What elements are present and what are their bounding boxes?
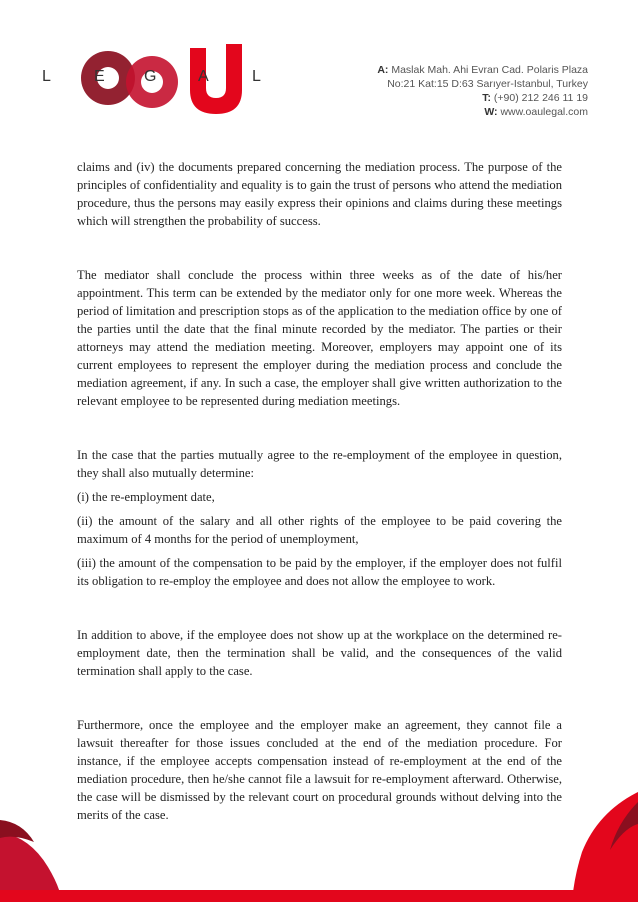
- paragraph-reemployment-intro: In the case that the parties mutually agree to the re-employment of the employee in question, they shall also mutually determine:: [77, 448, 562, 480]
- logo-wordmark: [40, 68, 270, 88]
- list-item-salary: (ii) the amount of the salary and all other rights of the employee to be paid covering the maximum of 4 months for the period of unemployment,: [77, 514, 562, 546]
- phone-line: T: (+90) 212 246 11 19: [482, 92, 588, 104]
- document-body: [77, 158, 562, 824]
- footer-swoosh-right: [548, 792, 638, 902]
- logo-letter: L: [42, 68, 51, 85]
- website-link[interactable]: www.oaulegal.com: [500, 106, 588, 118]
- firm-logo: [40, 36, 270, 116]
- address-line-1: A: Maslak Mah. Ahi Evran Cad. Polaris Plaza: [377, 64, 588, 76]
- paragraph-lawsuit: Furthermore, once the employee and the employer make an agreement, they cannot file a lawsuit thereafter for those issues concluded at the end of the mediation procedure. For instance, if the employee accepts compensation instead of re-employment at the end of the mediation procedure, then he/she cannot file a lawsuit for re-employment afterward. Otherwise, the case will be dismissed by the relevant court on procedural grounds without delving into the merits of the case.: [77, 718, 562, 822]
- paragraph-confidentiality: claims and (iv) the documents prepared concerning the mediation process. The purpose of the principles of confidentiality and equality is to gain the trust of persons who attend the mediation procedure, thus the persons may easily express their opinions and claims during these meetings which will strengthen the probability of success.: [77, 160, 562, 228]
- paragraph-mediator-term: The mediator shall conclude the process within three weeks as of the date of his/her appointment. This term can be extended by the mediator only for one more week. Whereas the period of limitation and prescription stops as of the application to the mediation office by one of the parties until the date that the final minute recorded by the mediator. The parties or their attorneys may attend the mediation meeting. Moreover, employers may appoint one of its current employees to represent the employer during the mediation process and conclude the mediation agreement, if any. In such a case, the employer shall give written authorization to the relevant employee to be represented during mediation meetings.: [77, 268, 562, 408]
- logo-letter: A: [198, 68, 209, 85]
- list-item-date: (i) the re-employment date,: [77, 490, 215, 504]
- contact-block: [377, 63, 588, 119]
- logo-letter: L: [252, 68, 261, 85]
- footer-bar: [0, 890, 638, 902]
- list-item-compensation: (iii) the amount of the compensation to be paid by the employer, if the employer does not fulfil its obligation to re-employ the employee and does not allow the employee to work.: [77, 556, 562, 588]
- footer-swoosh-left: [0, 812, 70, 902]
- address-line-2: No:21 Kat:15 D:63 Sarıyer-Istanbul, Turkey: [387, 78, 588, 90]
- logo-letter: E: [94, 68, 105, 85]
- logo-letter: G: [144, 68, 157, 85]
- website-line: W: www.oaulegal.com: [484, 106, 588, 118]
- paragraph-no-show: In addition to above, if the employee does not show up at the workplace on the determined re-employment date, then the termination shall be valid, and the consequences of the valid termination shall apply to the case.: [77, 628, 562, 678]
